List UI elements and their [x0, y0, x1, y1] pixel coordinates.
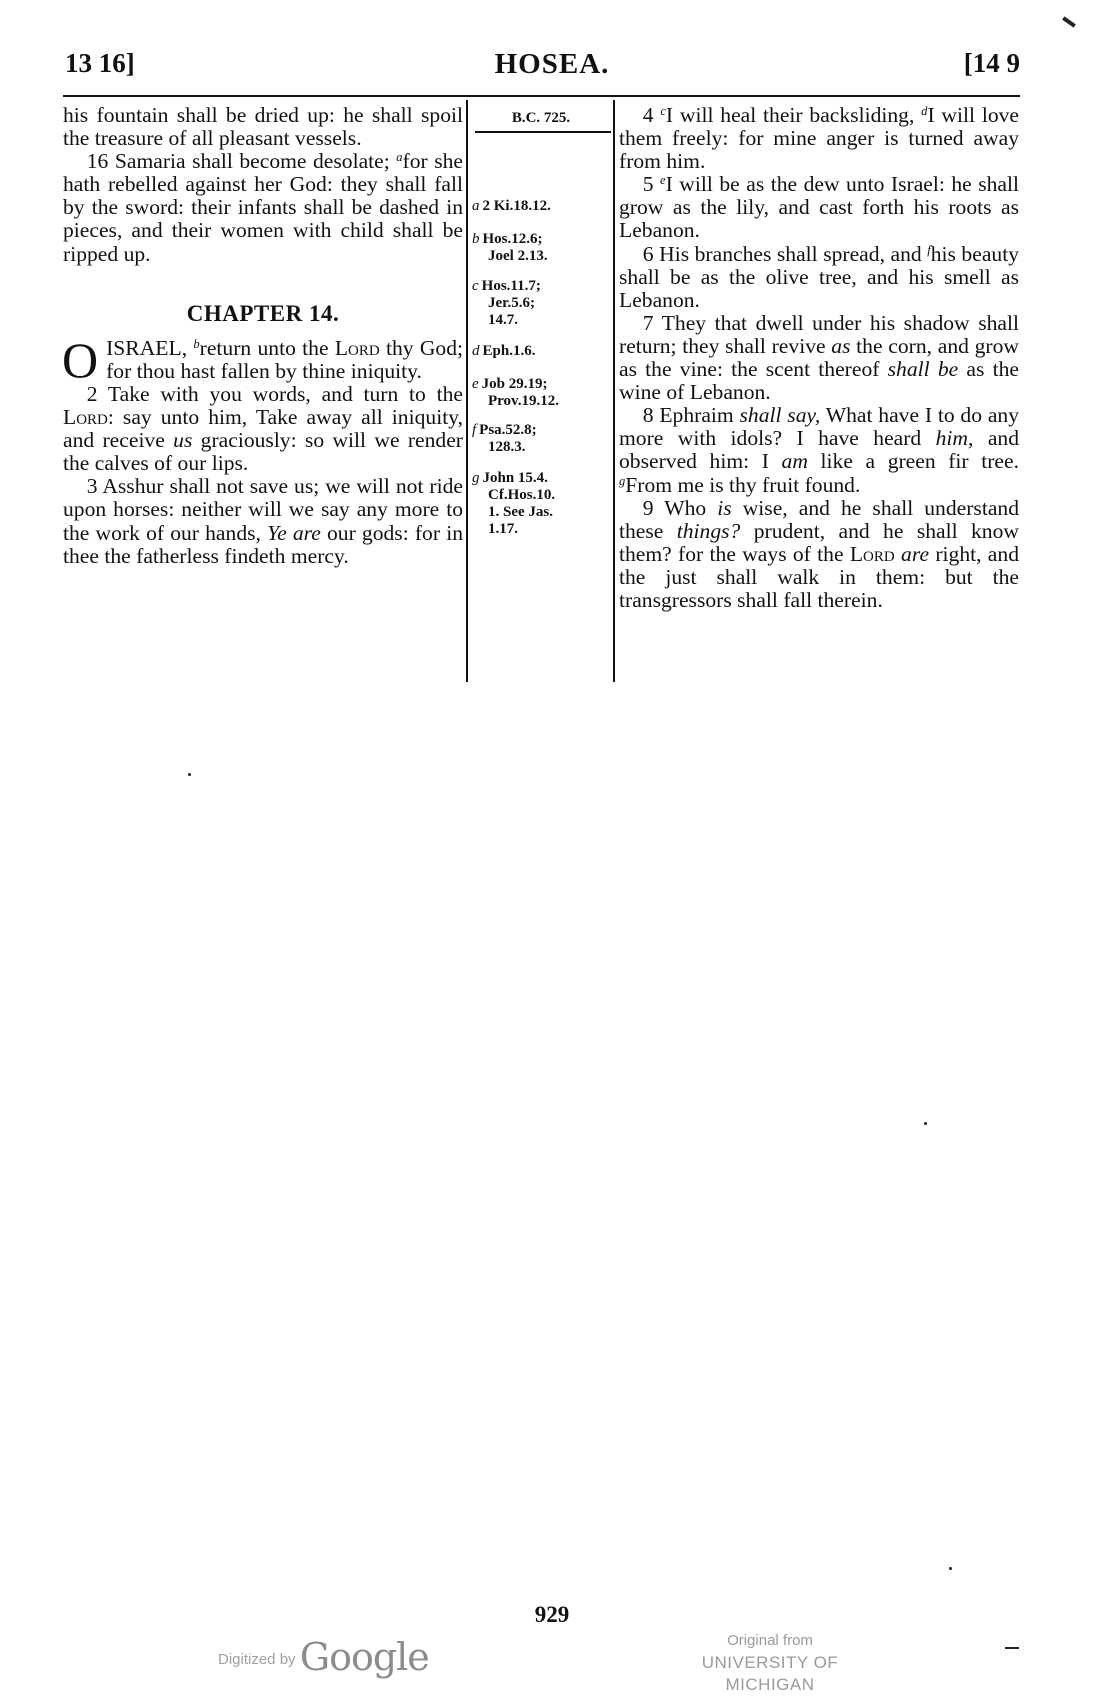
- verse-15-end: [63, 104, 463, 150]
- italic-word: as: [831, 333, 851, 358]
- scan-speck: [1005, 1647, 1019, 1649]
- original-from-label: Original from: [727, 1632, 813, 1649]
- verse-number: 6: [642, 241, 654, 266]
- verse-number: 8: [642, 403, 654, 428]
- left-column: [63, 104, 463, 568]
- verse-text: His branches shall spread, and: [659, 241, 928, 266]
- reference-mark: c: [660, 104, 666, 119]
- library-name: UNIVERSITY OF MICHIGAN: [701, 1653, 839, 1694]
- margin-date: B.C. 725.: [511, 110, 571, 126]
- verse-text: the corn, and grow as the vine: the scent thereof: [619, 333, 1019, 382]
- italic-word: Ye are: [267, 520, 321, 545]
- margin-ref-d: [472, 343, 610, 360]
- lord-small-caps: Lord: [334, 335, 380, 360]
- ref-text: Cf.Hos.10.: [488, 487, 556, 503]
- verse-number: 2: [86, 381, 98, 406]
- ref-text: John 15.4.: [482, 470, 548, 486]
- ref-text: 1.17.: [488, 521, 518, 537]
- running-head-left: 13 16]: [65, 48, 135, 78]
- verse-text: for she hath rebelled against her God: they shall fall by the sword: their infants shall be dashed in pieces, and their women with child shall be ripped up.: [63, 149, 463, 266]
- margin-ref-f: [472, 422, 610, 456]
- verse-5: [619, 173, 1019, 242]
- verse-text: return unto the: [199, 335, 335, 360]
- verse-text: right, and the just shall walk in them: but the transgressors shall fall therein.: [619, 541, 1019, 612]
- margin-references: [472, 104, 610, 537]
- verse-text: From me is thy fruit found.: [625, 472, 861, 497]
- reference-mark: b: [193, 336, 200, 351]
- right-column: [619, 104, 1019, 612]
- verse-number: 9: [642, 495, 654, 520]
- lord-small-caps: Lord: [849, 541, 895, 566]
- google-logo: Google: [299, 1635, 429, 1679]
- running-head-right: [14 9: [963, 48, 1020, 78]
- reference-mark: g: [619, 473, 626, 488]
- scan-corner-mark: [1062, 16, 1076, 27]
- digitized-by-label: Digitized by: [218, 1651, 296, 1668]
- column-rule-right: [613, 100, 615, 682]
- verse-text: Samaria shall become desolate;: [114, 149, 390, 174]
- scan-speck: [188, 773, 191, 776]
- verse-text: his fountain shall be dried up: he shall spoil the treasure of all pleasant vessels.: [63, 103, 463, 151]
- verse-text: Asshur shall not save us; we will not ride upon horses: neither will we say any more to the work of our hands,: [63, 474, 463, 545]
- verse-text: Who: [664, 495, 718, 520]
- verse-text: thy God; for thou hast fallen by thine iniquity.: [106, 335, 464, 383]
- italic-word: us: [173, 428, 193, 453]
- margin-date-rule: [475, 131, 611, 133]
- verse-text: prudent, and he shall know them? for the ways of the: [619, 518, 1019, 566]
- ref-text: 14.7.: [488, 312, 518, 328]
- scan-speck: [924, 1122, 927, 1125]
- chapter-heading: CHAPTER 14.: [186, 300, 340, 326]
- reference-mark: d: [921, 104, 928, 119]
- verse-4: [619, 104, 1019, 173]
- ref-text: Joel 2.13.: [488, 248, 548, 264]
- lord-small-caps: Lord: [63, 405, 108, 430]
- italic-word: him,: [935, 426, 974, 451]
- reference-mark: e: [660, 173, 666, 188]
- italic-word: am: [781, 449, 808, 474]
- verse-text: They that dwell under his shadow shall return; they shall revive: [619, 310, 1019, 358]
- verse-1: [62, 331, 464, 388]
- ref-text: Psa.52.8;: [479, 422, 537, 438]
- ref-text: Jer.5.6;: [488, 295, 535, 311]
- ref-letter: c: [472, 278, 479, 294]
- reference-mark: a: [396, 150, 403, 165]
- margin-ref-b: [472, 231, 610, 265]
- margin-ref-a: [472, 198, 610, 215]
- ref-text: Hos.11.7;: [481, 278, 541, 294]
- verse-text: Ephraim: [659, 403, 740, 428]
- verse-number: 16: [86, 149, 109, 174]
- ref-letter: d: [472, 343, 480, 359]
- verse-text: and observed him: I: [619, 426, 1019, 474]
- verse-text: his beauty shall be as the olive tree, and his smell as Lebanon.: [619, 241, 1019, 312]
- column-rule-left: [466, 100, 468, 682]
- digitized-by-notice: [218, 1635, 429, 1679]
- reference-mark: f: [927, 242, 931, 257]
- ref-text: Eph.1.6.: [482, 343, 536, 359]
- verse-6: [619, 243, 1019, 312]
- verse-text: I will love them freely: for mine anger is turned away from him.: [619, 103, 1019, 174]
- verse-text: wise, and he shall understand these: [619, 495, 1019, 543]
- ref-letter: a: [472, 198, 480, 214]
- italic-word: shall be: [887, 357, 959, 382]
- verse-16: [63, 150, 463, 265]
- ref-letter: f: [472, 422, 477, 438]
- drop-cap: O: [62, 331, 99, 388]
- verse-text: our gods: for in thee the fatherless findeth mercy.: [63, 520, 463, 568]
- margin-ref-c: [472, 278, 610, 329]
- verse-text: Take with you words, and turn to the: [107, 381, 463, 406]
- verse-text: I will be as the dew unto Israel: he shall grow as the lily, and cast forth his roots as Lebanon.: [619, 172, 1019, 243]
- verse-number: 5: [642, 172, 654, 197]
- verse-2: [63, 383, 463, 475]
- source-library-notice: [660, 1630, 880, 1696]
- margin-ref-e: [472, 376, 610, 410]
- verse-text: ISRAEL,: [106, 335, 194, 360]
- scan-speck: [949, 1567, 952, 1570]
- margin-ref-g: [472, 470, 610, 538]
- italic-word: shall say,: [739, 403, 821, 428]
- verse-3: [63, 475, 463, 567]
- italic-word: is: [717, 495, 732, 520]
- page-number: 929: [534, 1602, 570, 1627]
- ref-letter: e: [472, 376, 479, 392]
- ref-text: Prov.19.12.: [488, 393, 559, 409]
- verse-text: I will heal their backsliding,: [665, 103, 922, 127]
- ref-text: 2 Ki.18.12.: [482, 198, 551, 214]
- verse-8: [619, 404, 1019, 496]
- verse-7: [619, 312, 1019, 404]
- ref-letter: b: [472, 231, 480, 247]
- verse-number: 4: [642, 103, 654, 127]
- book-title: HOSEA.: [494, 48, 610, 80]
- italic-word: are: [901, 541, 930, 566]
- verse-text: graciously: so will we render the calves of our lips.: [63, 428, 463, 476]
- ref-text: Hos.12.6;: [482, 231, 543, 247]
- ref-text: 1. See Jas.: [488, 504, 553, 520]
- verse-number: 3: [86, 474, 98, 499]
- verse-number: 7: [642, 310, 654, 335]
- verse-9: [619, 497, 1019, 612]
- verse-text: What have I to do any more with idols? I have heard: [619, 403, 1019, 451]
- verse-text: : say unto him, Take away all iniquity, and receive: [63, 405, 463, 453]
- verse-text: as the wine of Lebanon.: [619, 357, 1019, 405]
- ref-letter: g: [472, 470, 480, 486]
- ref-text: Job 29.19;: [481, 376, 548, 392]
- ref-text: 128.3.: [488, 439, 526, 455]
- header-rule: [63, 95, 1020, 97]
- italic-word: things?: [676, 518, 741, 543]
- verse-text: like a green fir tree.: [807, 449, 1019, 474]
